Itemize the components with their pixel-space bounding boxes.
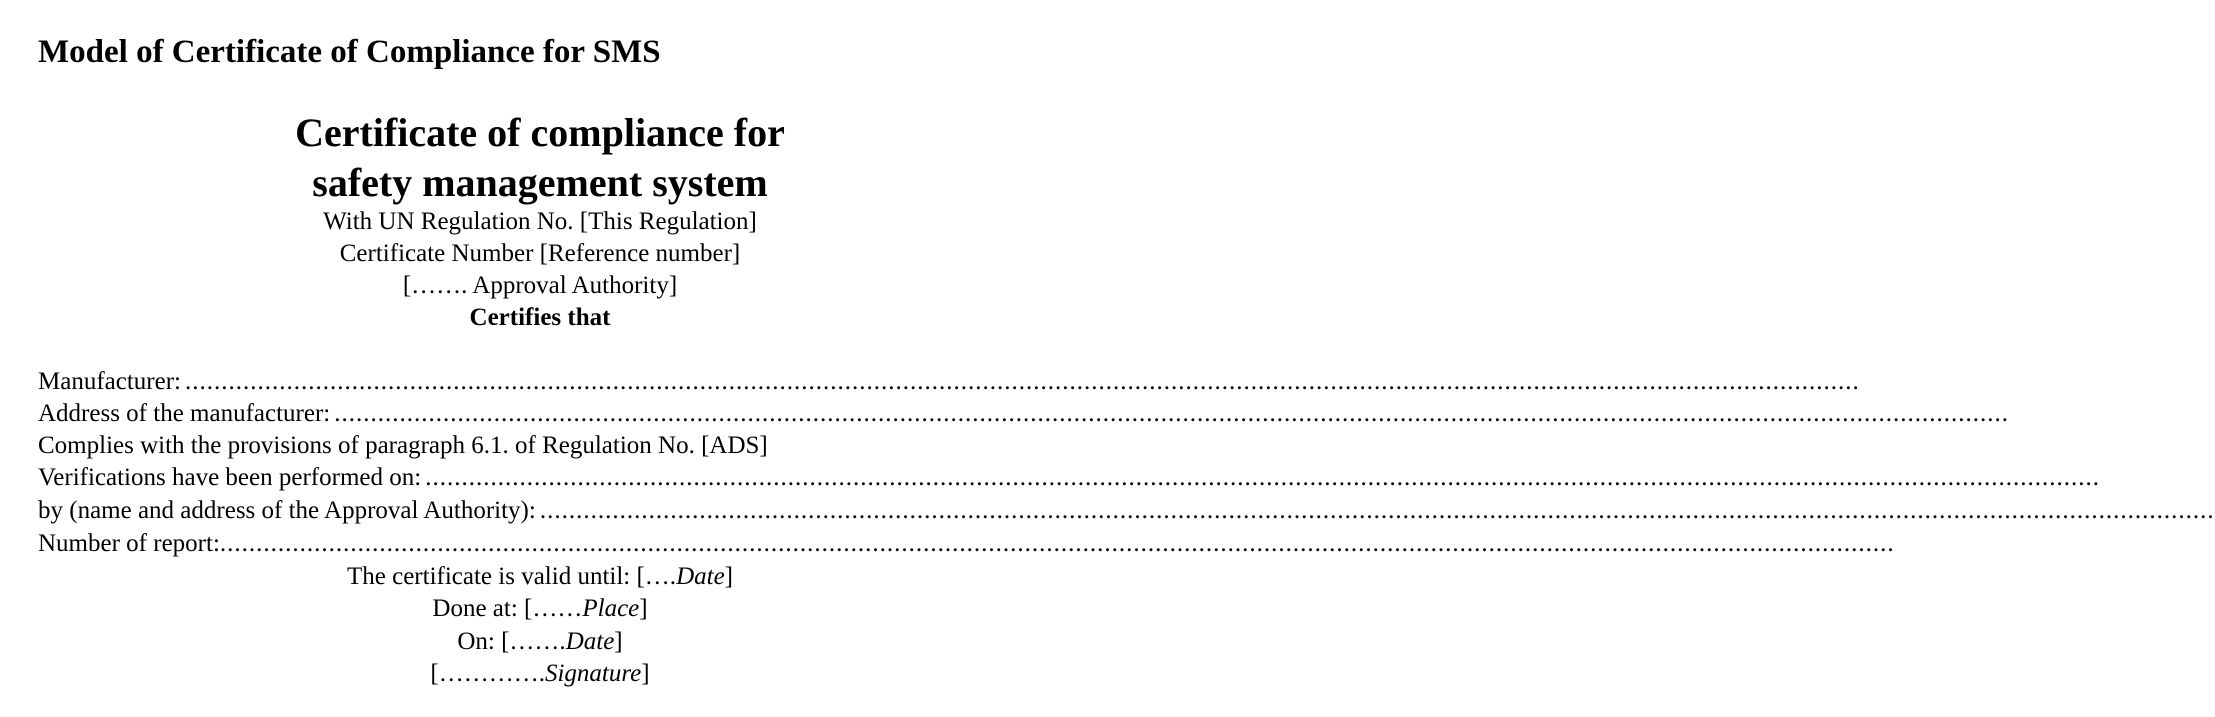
document-heading: Model of Certificate of Compliance for SMS <box>38 34 661 70</box>
done-at-line <box>0 593 1080 625</box>
on-date-suffix: ] <box>614 628 623 655</box>
report-number-field <box>38 528 1895 560</box>
done-at-place-placeholder: Place <box>582 595 640 622</box>
report-number-label: Number of report: <box>38 530 220 557</box>
address-dotted-line: ....................................................................................................................................................................................................................................... <box>334 400 2009 427</box>
certificate-title-line-1: Certificate of compliance for <box>295 110 785 155</box>
certificate-title-line-2: safety management system <box>312 160 768 205</box>
certificate-number-line: Certificate Number [Reference number] <box>339 240 741 267</box>
address-label: Address of the manufacturer: <box>38 400 331 427</box>
report-number-dotted-line: ....................................................................................................................................................................................................................................... <box>219 530 1895 557</box>
done-at-prefix: Done at: […… <box>432 595 583 622</box>
done-at-suffix: ] <box>639 595 648 622</box>
verifications-label: Verifications have been performed on: <box>38 464 422 491</box>
manufacturer-field <box>38 366 1860 398</box>
valid-until-prefix: The certificate is valid until: […. <box>347 563 677 590</box>
complies-line <box>38 430 1040 462</box>
approval-authority-line: [……. Approval Authority] <box>402 272 678 299</box>
valid-until-date-placeholder: Date <box>676 563 725 590</box>
manufacturer-label: Manufacturer: <box>38 368 181 395</box>
regulation-line: With UN Regulation No. [This Regulation] <box>323 208 757 235</box>
complies-text: Complies with the provisions of paragraph 6.1. of Regulation No. [ADS] <box>38 432 768 459</box>
approval-authority-dotted-line: ....................................................................................................................................................................................................................................... <box>539 497 2215 524</box>
valid-until-line <box>0 561 1080 593</box>
on-date-line <box>0 626 1080 658</box>
verifications-field <box>38 462 2100 494</box>
signature-suffix: ] <box>641 660 650 687</box>
signature-placeholder: Signature <box>544 660 642 687</box>
valid-until-suffix: ] <box>724 563 733 590</box>
verifications-dotted-line: ....................................................................................................................................................................................................................................... <box>425 464 2100 491</box>
manufacturer-dotted-line: ....................................................................................................................................................................................................................................... <box>184 368 1860 395</box>
certifies-that-line: Certifies that <box>469 304 611 331</box>
signature-prefix: […………. <box>430 660 545 687</box>
on-date-prefix: On: [……. <box>457 628 566 655</box>
approval-authority-label: by (name and address of the Approval Authority): <box>38 497 536 524</box>
on-date-placeholder: Date <box>565 628 615 655</box>
address-field <box>38 398 2009 430</box>
signature-line <box>0 658 1080 690</box>
approval-authority-field <box>38 495 2215 527</box>
